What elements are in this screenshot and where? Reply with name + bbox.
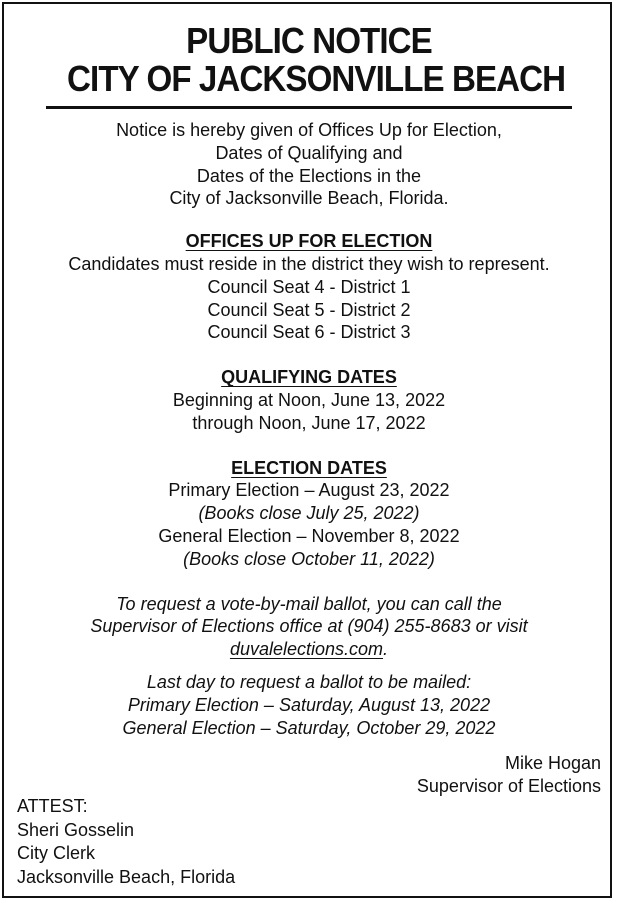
attest-title: City Clerk — [17, 843, 96, 863]
notice-title-line1: PUBLIC NOTICE — [186, 20, 432, 61]
offices-line: Council Seat 5 - District 2 — [207, 299, 411, 320]
qualifying-line: through Noon, June 17, 2022 — [192, 412, 426, 433]
mail-line: To request a vote-by-mail ballot, you can call the — [116, 593, 502, 614]
offices-line: Candidates must reside in the district they wish to represent. — [68, 253, 550, 274]
general-books-close: (Books close October 11, 2022) — [183, 548, 435, 569]
general-election-date: General Election – November 8, 2022 — [158, 525, 460, 546]
offices-section — [0, 230, 618, 344]
intro-line: City of Jacksonville Beach, Florida. — [169, 188, 449, 209]
offices-line: Council Seat 4 - District 1 — [207, 276, 411, 297]
attest-block — [17, 795, 235, 889]
intro-paragraph — [0, 119, 618, 210]
signature-title: Supervisor of Elections — [416, 776, 601, 796]
last-day-line: General Election – Saturday, October 29, 2022 — [122, 717, 496, 738]
attest-location: Jacksonville Beach, Florida — [17, 866, 236, 887]
qualifying-section — [0, 366, 618, 434]
mail-link-line — [0, 638, 618, 661]
qualifying-heading: QUALIFYING DATES — [221, 367, 397, 388]
election-heading: ELECTION DATES — [231, 457, 387, 478]
attest-name: Sheri Gosselin — [17, 819, 135, 840]
offices-line: Council Seat 6 - District 3 — [207, 322, 411, 343]
signature-name: Mike Hogan — [504, 753, 601, 773]
primary-books-close: (Books close July 25, 2022) — [198, 503, 420, 524]
intro-line: Dates of Qualifying and — [215, 142, 403, 163]
primary-election-date: Primary Election – August 23, 2022 — [168, 480, 450, 501]
qualifying-line: Beginning at Noon, June 13, 2022 — [172, 389, 446, 410]
intro-line: Dates of the Elections in the — [196, 165, 422, 186]
last-day-paragraph — [0, 671, 618, 739]
signature-block — [417, 752, 601, 798]
last-day-line: Primary Election – Saturday, August 13, 2022 — [127, 694, 491, 715]
last-day-line: Last day to request a ballot to be mailed: — [146, 671, 472, 692]
duval-elections-link[interactable]: duvalelections.com — [229, 639, 384, 660]
mail-ballot-paragraph — [0, 593, 618, 661]
notice-title-line2: CITY OF JACKSONVILLE BEACH — [67, 58, 566, 99]
offices-heading: OFFICES UP FOR ELECTION — [185, 231, 433, 252]
intro-line: Notice is hereby given of Offices Up for Election, — [116, 120, 502, 140]
mail-line: Supervisor of Elections office at (904) 255-8683 or visit — [90, 616, 528, 637]
attest-label: ATTEST: — [17, 796, 88, 816]
mail-period: . — [383, 639, 389, 660]
election-section — [0, 457, 618, 571]
notice-header — [46, 22, 572, 109]
